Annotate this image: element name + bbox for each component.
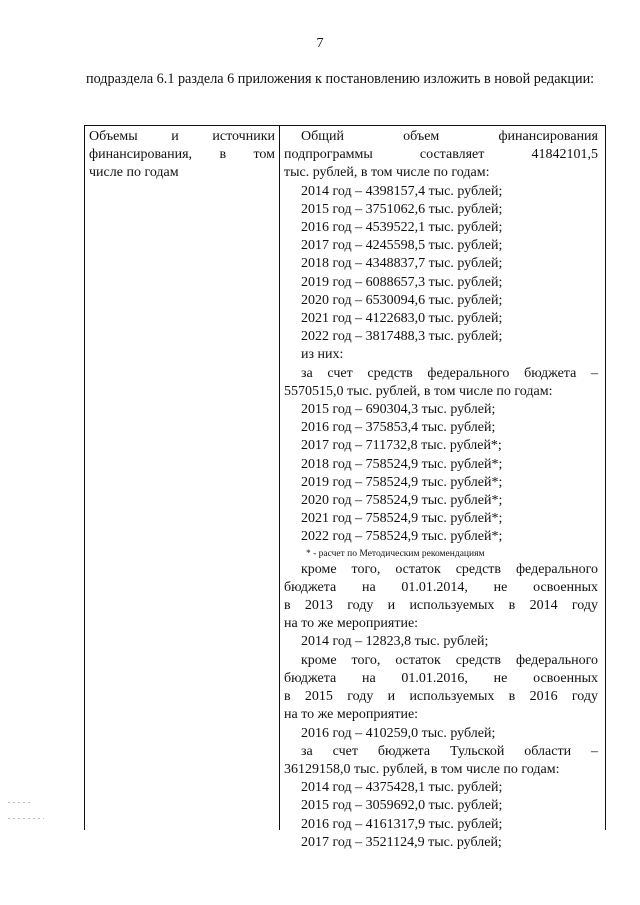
year-amount-line: 2015 год – 690304,3 тыс. рублей; (301, 402, 496, 418)
year-amount-line: 2014 год – 12823,8 тыс. рублей; (301, 634, 489, 650)
year-amount-line: 2016 год – 410259,0 тыс. рублей; (301, 725, 496, 741)
content-line: на то же мероприятие: (284, 616, 419, 632)
content-line: Общий объем финансирования (301, 129, 598, 144)
year-amount-line: 2020 год – 6530094,6 тыс. рублей; (301, 292, 503, 308)
year-amount-line: 2017 год – 4245598,5 тыс. рублей; (301, 238, 503, 254)
content-line: за счет бюджета Тульской области – (301, 743, 598, 759)
year-amount-line: 2021 год – 758524,9 тыс. рублей*; (301, 511, 503, 527)
content-line: 36129158,0 тыс. рублей, в том числе по годам: (284, 761, 560, 777)
content-line: подпрограммы составляет 41842101,5 (284, 147, 598, 163)
year-amount-line: 2016 год – 4161317,9 тыс. рублей; (301, 816, 503, 832)
year-amount-line: 2022 год – 758524,9 тыс. рублей*; (301, 529, 503, 545)
content-line: тыс. рублей, в том числе по годам: (284, 165, 490, 181)
financing-table (84, 125, 606, 850)
year-amount-line: 2018 год – 4348837,7 тыс. рублей; (301, 256, 503, 272)
content-line: кроме того, остаток средств федерального (301, 652, 598, 668)
year-amount-line: 2014 год – 4398157,4 тыс. рублей; (301, 183, 503, 199)
content-line: бюджета на 01.01.2014, не освоенных (284, 579, 598, 595)
year-amount-line: 2019 год – 758524,9 тыс. рублей*; (301, 474, 503, 490)
scan-artifact (8, 818, 44, 819)
content-line: за счет средств федерального бюджета – (301, 365, 598, 381)
year-amount-line: 2018 год – 758524,9 тыс. рублей*; (301, 456, 503, 472)
content-line: 5570515,0 тыс. рублей, в том числе по годам: (284, 383, 553, 399)
content-line: бюджета на 01.01.2016, не освоенных (284, 670, 598, 686)
year-amount-line: 2016 год – 375853,4 тыс. рублей; (301, 420, 496, 436)
content-line: в 2013 году и используемых в 2014 году (284, 598, 598, 614)
footnote: * - расчет по Методическим рекомендациям (306, 548, 485, 559)
year-amount-line: 2016 год – 4539522,1 тыс. рублей; (301, 220, 503, 236)
year-amount-line: 2017 год – 3521124,9 тыс. рублей; (301, 834, 502, 850)
label-line: финансирования, в том (89, 147, 275, 163)
year-amount-line: 2014 год – 4375428,1 тыс. рублей; (301, 780, 503, 796)
table-content-cell (284, 128, 598, 852)
table-label-cell (89, 128, 275, 183)
year-amount-line: 2022 год – 3817488,3 тыс. рублей; (301, 329, 503, 345)
page-number: 7 (316, 36, 324, 51)
content-line: на то же мероприятие: (284, 707, 419, 723)
label-line: Объемы и источники (89, 129, 275, 144)
intro-paragraph: подраздела 6.1 раздела 6 приложения к постановлению изложить в новой редакции: (86, 71, 595, 87)
year-amount-line: 2019 год – 6088657,3 тыс. рублей; (301, 274, 503, 290)
year-amount-line: 2015 год – 3751062,6 тыс. рублей; (301, 201, 503, 217)
content-line: кроме того, остаток средств федерального (301, 561, 598, 577)
scan-artifact (8, 802, 32, 803)
year-amount-line: 2017 год – 711732,8 тыс. рублей*; (301, 438, 502, 454)
content-line: из них: (301, 347, 344, 363)
year-amount-line: 2020 год – 758524,9 тыс. рублей*; (301, 493, 503, 509)
year-amount-line: 2015 год – 3059692,0 тыс. рублей; (301, 798, 503, 814)
year-amount-line: 2021 год – 4122683,0 тыс. рублей; (301, 311, 503, 327)
content-line: в 2015 году и используемых в 2016 году (284, 689, 598, 705)
column-divider (279, 126, 280, 830)
label-line: числе по годам (89, 165, 179, 181)
